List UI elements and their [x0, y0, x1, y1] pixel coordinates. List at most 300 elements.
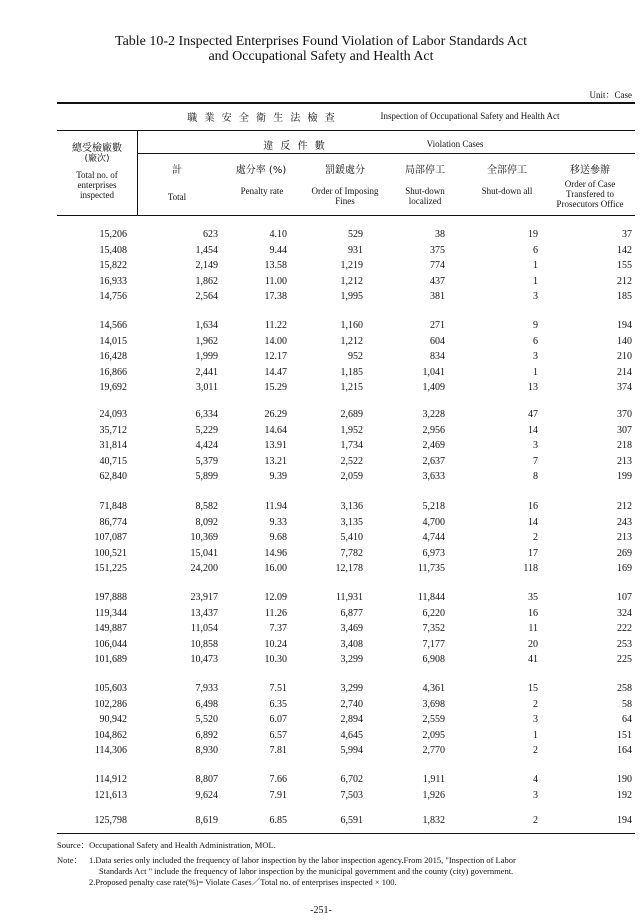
table-cell: 437 — [430, 275, 445, 287]
table-cell: 7,933 — [195, 683, 218, 694]
table-cell: 370 — [617, 409, 632, 420]
table-cell: 14 — [528, 424, 538, 436]
table-cell: 40,715 — [99, 455, 127, 467]
table-cell: 5,520 — [195, 714, 218, 725]
table-cell: 16,866 — [99, 366, 127, 378]
table-cell: 8,930 — [195, 745, 218, 756]
table-cell: 218 — [617, 440, 632, 451]
table-cell: 6.07 — [269, 714, 287, 725]
table-cell: 3,299 — [340, 654, 363, 665]
table-cell: 2,095 — [422, 729, 445, 741]
table-row — [0, 743, 642, 759]
table-cell: 9.39 — [269, 471, 287, 482]
table-cell: 19 — [528, 229, 538, 240]
table-cell: 17 — [528, 547, 538, 559]
table-cell: 14 — [528, 516, 538, 528]
table-cell: 7.66 — [269, 774, 287, 785]
table-cell: 15,041 — [190, 547, 218, 559]
table-cell: 6 — [533, 244, 538, 256]
table-cell: 6,877 — [340, 607, 363, 619]
table-cell: 16 — [528, 607, 538, 619]
table-cell: 197,888 — [94, 592, 127, 603]
table-cell: 7 — [533, 455, 538, 467]
table-cell: 190 — [617, 774, 632, 785]
table-cell: 952 — [348, 351, 363, 362]
table-cell: 16,933 — [99, 275, 127, 287]
table-cell: 225 — [617, 654, 632, 665]
table-cell: 151,225 — [94, 563, 127, 574]
table-cell: 121,613 — [94, 789, 127, 801]
table-cell: 11.94 — [264, 501, 287, 512]
table-cell: 14,015 — [99, 335, 127, 347]
col-localized-en: Shut-down localized — [405, 186, 445, 206]
table-cell: 1 — [533, 260, 538, 271]
table-cell: 10.24 — [264, 638, 287, 650]
table-cell: 7.81 — [269, 745, 287, 756]
table-cell: 14.47 — [264, 366, 287, 378]
table-cell: 3,299 — [340, 683, 363, 694]
table-cell: 1,832 — [422, 815, 445, 826]
header-top-en: Inspection of Occupational Safety and Health Act — [380, 111, 560, 121]
table-cell: 13.21 — [264, 455, 287, 467]
table-cell: 9.33 — [269, 516, 287, 528]
table-cell: 529 — [348, 229, 363, 240]
table-cell: 1,212 — [340, 335, 363, 347]
table-cell: 7,177 — [422, 638, 445, 650]
table-row — [0, 469, 642, 485]
table-row — [0, 423, 642, 439]
header-total-zh: 總受檢廠數 — [72, 143, 122, 154]
table-row — [0, 438, 642, 454]
table-cell: 2,770 — [422, 745, 445, 756]
table-cell: 374 — [617, 382, 632, 393]
table-cell: 214 — [617, 366, 632, 378]
table-cell: 14,566 — [99, 320, 127, 331]
col-total-zh: 計 — [172, 165, 182, 176]
table-cell: 101,689 — [94, 654, 127, 665]
table-cell: 2,559 — [422, 714, 445, 725]
col-shutdown-all-en: Shut-down all — [481, 186, 533, 196]
table-row — [0, 712, 642, 728]
table-cell: 271 — [430, 320, 445, 331]
table-cell: 15.29 — [264, 382, 287, 393]
table-cell: 623 — [203, 229, 218, 240]
table-cell: 185 — [617, 291, 632, 302]
table-cell: 62,840 — [99, 471, 127, 482]
table-cell: 2,441 — [195, 366, 218, 378]
table-cell: 3,698 — [422, 698, 445, 710]
table-cell: 6,220 — [422, 607, 445, 619]
table-cell: 213 — [617, 455, 632, 467]
table-cell: 86,774 — [99, 516, 127, 528]
table-cell: 11.22 — [264, 320, 287, 331]
table-cell: 26.29 — [264, 409, 287, 420]
table-cell: 243 — [617, 516, 632, 528]
table-cell: 1,212 — [340, 275, 363, 287]
table-cell: 213 — [617, 532, 632, 543]
header-total-en: Total no. of enterprises inspected — [76, 170, 118, 200]
table-cell: 90,942 — [99, 714, 127, 725]
table-cell: 12.17 — [264, 351, 287, 362]
table-cell: 11,844 — [417, 592, 445, 603]
table-row — [0, 546, 642, 562]
row-group — [0, 227, 642, 305]
table-cell: 2 — [533, 815, 538, 826]
table-cell: 140 — [617, 335, 632, 347]
table-row — [0, 515, 642, 531]
table-cell: 1,041 — [422, 366, 445, 378]
table-cell: 2 — [533, 698, 538, 710]
table-cell: 199 — [617, 471, 632, 482]
table-cell: 118 — [523, 563, 538, 574]
table-cell: 35 — [528, 592, 538, 603]
table-cell: 23,917 — [190, 592, 218, 603]
table-cell: 13.58 — [264, 260, 287, 271]
row-group — [0, 681, 642, 759]
table-cell: 107 — [617, 592, 632, 603]
table-cell: 1,634 — [195, 320, 218, 331]
col-total-en: Total — [167, 192, 187, 202]
table-cell: 12,178 — [335, 563, 363, 574]
table-row — [0, 813, 642, 829]
header-violation-zh: 違 反 件 數 — [263, 141, 327, 152]
col-prosecutors-en: Order of Case Transfered to Prosecutors Office — [556, 179, 624, 209]
table-cell: 6,702 — [340, 774, 363, 785]
table-cell: 7,352 — [422, 623, 445, 634]
table-cell: 9,624 — [195, 789, 218, 801]
table-cell: 16 — [528, 501, 538, 512]
table-cell: 4,361 — [422, 683, 445, 694]
table-cell: 16.00 — [264, 563, 287, 574]
table-cell: 114,912 — [94, 774, 127, 785]
table-cell: 38 — [435, 229, 445, 240]
table-cell: 7,503 — [340, 789, 363, 801]
col-localized-zh: 局部停工 — [405, 165, 445, 176]
table-cell: 24,093 — [99, 409, 127, 420]
table-cell: 381 — [430, 291, 445, 302]
table-row — [0, 561, 642, 577]
row-group — [0, 318, 642, 396]
table-cell: 102,286 — [94, 698, 127, 710]
table-cell: 14.00 — [264, 335, 287, 347]
table-cell: 1,862 — [195, 275, 218, 287]
table-cell: 7.91 — [269, 789, 287, 801]
table-row — [0, 788, 642, 804]
table-row — [0, 590, 642, 606]
table-cell: 3 — [533, 789, 538, 801]
table-cell: 253 — [617, 638, 632, 650]
table-cell: 149,887 — [94, 623, 127, 634]
table-cell: 35,712 — [99, 424, 127, 436]
table-row — [0, 772, 642, 788]
table-cell: 1,911 — [422, 774, 445, 785]
table-cell: 11,054 — [190, 623, 218, 634]
table-cell: 774 — [430, 260, 445, 271]
table-row — [0, 274, 642, 290]
table-cell: 5,229 — [195, 424, 218, 436]
table-cell: 834 — [430, 351, 445, 362]
table-cell: 7.51 — [269, 683, 287, 694]
source-note: Source：Occupational Safety and Health Administration, MOL. — [57, 840, 276, 850]
table-cell: 4,744 — [422, 532, 445, 543]
table-row — [0, 380, 642, 396]
table-cell: 13 — [528, 382, 538, 393]
col-prosecutors-zh: 移送參辦 — [570, 165, 610, 176]
table-cell: 3 — [533, 351, 538, 362]
table-cell: 6,498 — [195, 698, 218, 710]
table-cell: 1,734 — [340, 440, 363, 451]
table-cell: 1,219 — [340, 260, 363, 271]
table-cell: 3 — [533, 714, 538, 725]
table-row — [0, 606, 642, 622]
table-cell: 194 — [617, 815, 632, 826]
table-cell: 8 — [533, 471, 538, 482]
table-row — [0, 697, 642, 713]
table-cell: 2,637 — [422, 455, 445, 467]
table-cell: 6,892 — [195, 729, 218, 741]
table-cell: 1,999 — [195, 351, 218, 362]
table-row — [0, 318, 642, 334]
table-cell: 931 — [348, 244, 363, 256]
table-row — [0, 728, 642, 744]
page-number: -251- — [310, 905, 332, 916]
table-cell: 15,822 — [99, 260, 127, 271]
table-cell: 2 — [533, 532, 538, 543]
table-cell: 2,469 — [422, 440, 445, 451]
table-cell: 12.09 — [264, 592, 287, 603]
table-cell: 4,645 — [340, 729, 363, 741]
table-cell: 6,973 — [422, 547, 445, 559]
table-cell: 212 — [617, 275, 632, 287]
table-cell: 375 — [430, 244, 445, 256]
header-violation-en: Violation Cases — [426, 139, 484, 149]
table-cell: 1 — [533, 729, 538, 741]
table-cell: 210 — [617, 351, 632, 362]
title-line-1: Table 10-2 Inspected Enterprises Found Violation of Labor Standards Act — [115, 34, 527, 49]
table-cell: 5,379 — [195, 455, 218, 467]
table-cell: 169 — [617, 563, 632, 574]
table-cell: 1 — [533, 275, 538, 287]
table-cell: 3,228 — [422, 409, 445, 420]
table-row — [0, 499, 642, 515]
table-cell: 3,469 — [340, 623, 363, 634]
table-cell: 1,160 — [340, 320, 363, 331]
table-cell: 106,044 — [94, 638, 127, 650]
table-cell: 2,956 — [422, 424, 445, 436]
table-cell: 11.26 — [264, 607, 287, 619]
table-cell: 20 — [528, 638, 538, 650]
table-cell: 125,798 — [94, 815, 127, 826]
table-cell: 11 — [528, 623, 538, 634]
table-cell: 1,454 — [195, 244, 218, 256]
table-row — [0, 349, 642, 365]
table-cell: 2,149 — [195, 260, 218, 271]
table-cell: 5,899 — [195, 471, 218, 482]
table-cell: 6,908 — [422, 654, 445, 665]
table-row — [0, 407, 642, 423]
table-cell: 16,428 — [99, 351, 127, 362]
table-cell: 6,591 — [340, 815, 363, 826]
table-cell: 5,218 — [422, 501, 445, 512]
table-cell: 3 — [533, 291, 538, 302]
table-cell: 14.64 — [264, 424, 287, 436]
table-cell: 107,087 — [94, 532, 127, 543]
row-group — [0, 407, 642, 485]
table-cell: 1,215 — [340, 382, 363, 393]
col-fines-en: Order of Imposing Fines — [311, 186, 379, 206]
row-group — [0, 772, 642, 803]
top-rule — [57, 102, 635, 104]
table-cell: 2 — [533, 745, 538, 756]
table-cell: 11,735 — [417, 563, 445, 574]
table-cell: 15 — [528, 683, 538, 694]
table-title — [0, 34, 642, 64]
row-group — [0, 499, 642, 577]
table-cell: 192 — [617, 789, 632, 801]
header-rule-2 — [137, 153, 635, 154]
table-cell: 5,410 — [340, 532, 363, 543]
note-label: Note： — [57, 855, 83, 865]
table-row — [0, 365, 642, 381]
table-cell: 2,059 — [340, 471, 363, 482]
col-penalty-zh: 處分率 (%) — [235, 165, 287, 176]
table-cell: 164 — [617, 745, 632, 756]
table-cell: 9 — [533, 320, 538, 331]
table-cell: 307 — [617, 424, 632, 436]
table-cell: 2,894 — [340, 714, 363, 725]
table-cell: 1,185 — [340, 366, 363, 378]
table-cell: 194 — [617, 320, 632, 331]
table-cell: 105,603 — [94, 683, 127, 694]
note-1a: 1.Data series only included the frequency of labor inspection by the labor inspection agency.From 2015, "Inspection of Labor — [89, 855, 516, 865]
table-cell: 1,952 — [340, 424, 363, 436]
table-cell: 6.35 — [269, 698, 287, 710]
header-top-zh: 職 業 安 全 衛 生 法 檢 查 — [187, 113, 337, 124]
table-cell: 119,344 — [94, 607, 127, 619]
table-row — [0, 621, 642, 637]
table-cell: 1,409 — [422, 382, 445, 393]
table-row — [0, 454, 642, 470]
table-cell: 9.44 — [269, 244, 287, 256]
table-cell: 10,473 — [190, 654, 218, 665]
header-total-zh2: (廠次) — [84, 154, 110, 164]
table-cell: 10,369 — [190, 532, 218, 543]
table-cell: 15,408 — [99, 244, 127, 256]
table-cell: 6,334 — [195, 409, 218, 420]
table-cell: 14.96 — [264, 547, 287, 559]
table-cell: 8,807 — [195, 774, 218, 785]
header-rule-1 — [57, 130, 635, 131]
table-cell: 11.00 — [264, 275, 287, 287]
table-cell: 5,994 — [340, 745, 363, 756]
table-cell: 4.10 — [269, 229, 287, 240]
row-group — [0, 813, 642, 829]
table-cell: 212 — [617, 501, 632, 512]
table-cell: 17.38 — [264, 291, 287, 302]
table-cell: 9.68 — [269, 532, 287, 543]
table-cell: 10,858 — [190, 638, 218, 650]
table-cell: 104,862 — [94, 729, 127, 741]
table-cell: 4,700 — [422, 516, 445, 528]
row-group — [0, 590, 642, 668]
table-cell: 1,926 — [422, 789, 445, 801]
table-row — [0, 652, 642, 668]
table-cell: 3 — [533, 440, 538, 451]
table-cell: 13.91 — [264, 440, 287, 451]
table-cell: 11,931 — [335, 592, 363, 603]
title-line-2: and Occupational Safety and Health Act — [208, 49, 434, 64]
col-shutdown-all-zh: 全部停工 — [487, 165, 527, 176]
table-cell: 47 — [528, 409, 538, 420]
table-cell: 604 — [430, 335, 445, 347]
table-row — [0, 289, 642, 305]
table-cell: 1 — [533, 366, 538, 378]
table-cell: 37 — [622, 229, 632, 240]
table-cell: 41 — [528, 654, 538, 665]
note-2: 2.Proposed penalty case rate(%)= Violate Cases／Total no. of enterprises inspected × 100. — [89, 877, 397, 887]
unit-label: Unit：Case — [589, 90, 632, 100]
table-cell: 2,740 — [340, 698, 363, 710]
table-cell: 114,306 — [94, 745, 127, 756]
table-cell: 10.30 — [264, 654, 287, 665]
table-cell: 2,689 — [340, 409, 363, 420]
table-cell: 6.57 — [269, 729, 287, 741]
table-cell: 3,633 — [422, 471, 445, 482]
table-cell: 4 — [533, 774, 538, 785]
table-cell: 64 — [622, 714, 632, 725]
table-cell: 14,756 — [99, 291, 127, 302]
table-row — [0, 530, 642, 546]
table-row — [0, 334, 642, 350]
table-cell: 4,424 — [195, 440, 218, 451]
table-row — [0, 258, 642, 274]
table-row — [0, 243, 642, 259]
table-cell: 15,206 — [99, 229, 127, 240]
table-cell: 1,962 — [195, 335, 218, 347]
header-bottom-rule — [57, 215, 635, 216]
table-cell: 31,814 — [99, 440, 127, 451]
table-cell: 2,522 — [340, 455, 363, 467]
col-fines-zh: 罰鍰處分 — [325, 165, 365, 176]
table-cell: 8,582 — [195, 501, 218, 512]
table-cell: 3,136 — [340, 501, 363, 512]
table-cell: 269 — [617, 547, 632, 559]
table-cell: 6.85 — [269, 815, 287, 826]
table-cell: 7.37 — [269, 623, 287, 634]
table-cell: 19,692 — [99, 382, 127, 393]
table-row — [0, 227, 642, 243]
table-cell: 151 — [617, 729, 632, 741]
table-cell: 3,408 — [340, 638, 363, 650]
bottom-rule — [57, 833, 635, 834]
table-cell: 8,619 — [195, 815, 218, 826]
note-1b: Standards Act " include the frequency of labor inspection by the municipal government and the county (city) government. — [99, 866, 514, 876]
table-cell: 71,848 — [99, 501, 127, 512]
table-cell: 142 — [617, 244, 632, 256]
table-cell: 8,092 — [195, 516, 218, 528]
col-penalty-en: Penalty rate — [240, 186, 284, 196]
table-cell: 7,782 — [340, 547, 363, 559]
table-cell: 1,995 — [340, 291, 363, 302]
table-cell: 24,200 — [190, 563, 218, 574]
table-cell: 222 — [617, 623, 632, 634]
table-row — [0, 637, 642, 653]
table-cell: 3,135 — [340, 516, 363, 528]
table-cell: 100,521 — [94, 547, 127, 559]
header-divider — [137, 131, 138, 215]
table-cell: 6 — [533, 335, 538, 347]
table-cell: 324 — [617, 607, 632, 619]
